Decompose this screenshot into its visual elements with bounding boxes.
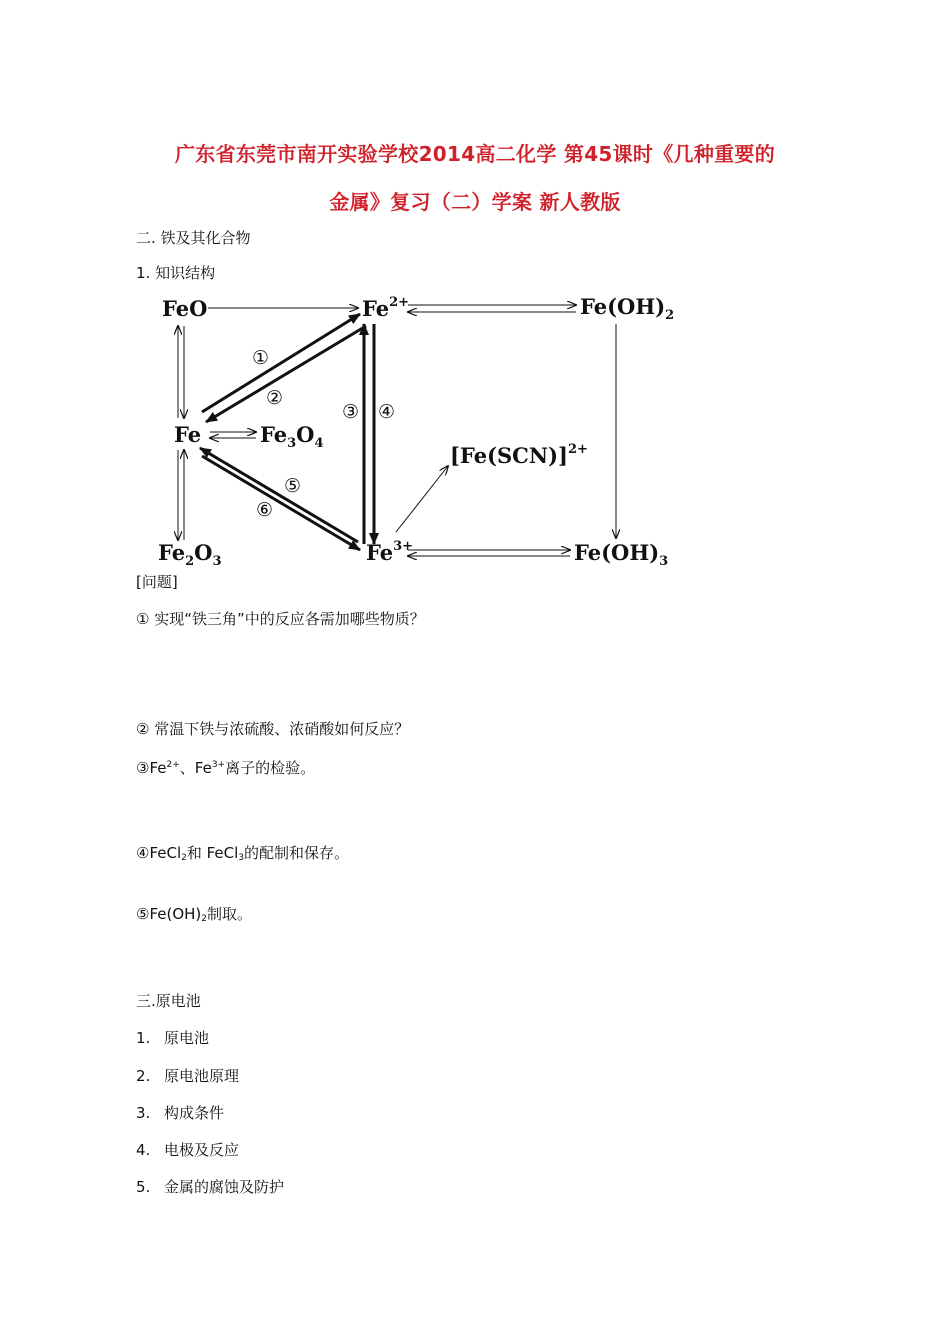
label-fe3-charge: 3+ <box>393 539 414 554</box>
svg-text:Fe(OH)2 <box>580 294 674 323</box>
label-fe2o3-fe: Fe <box>158 540 186 565</box>
arrow-5-fe3-to-fe <box>200 448 358 542</box>
svg-text:Fe3+ <box>366 539 413 565</box>
list-item: 1. 原电池 <box>136 1029 210 1047</box>
label-fe3o4-sub3: 3 <box>287 436 297 451</box>
svg-text:Fe(OH)3 <box>574 540 668 569</box>
label-feoh2: Fe(OH) <box>580 294 666 319</box>
question-3: $③Fe^{2+}$、$Fe^{3+}$离子的检验。 <box>136 759 316 777</box>
question-header: [问题] <box>136 573 178 591</box>
label-fe3o4-o: O <box>296 422 315 447</box>
label-fe2o3-o: O <box>194 540 213 565</box>
reaction-number-4: ④ <box>378 401 396 423</box>
label-feoh2-sub: 2 <box>665 308 675 323</box>
label-fe3o4-sub4: 4 <box>314 436 324 451</box>
svg-text:Fe2+ <box>362 295 409 321</box>
label-fe3o4-fe: Fe <box>260 422 288 447</box>
svg-text:Fe3O4 <box>260 422 324 451</box>
svg-text:[Fe(SCN)]2+ <box>450 442 588 468</box>
section-heading-iron: 二. 铁及其化合物 <box>136 229 251 247</box>
iron-triangle-diagram <box>140 288 680 578</box>
label-fescn: [Fe(SCN)] <box>450 443 568 468</box>
list-item: 4. 电极及反应 <box>136 1141 240 1159</box>
label-fe: Fe <box>174 422 202 447</box>
list-item: 3. 构成条件 <box>136 1104 225 1122</box>
label-feoh3-sub: 3 <box>659 554 669 569</box>
label-fe2o3-sub2: 2 <box>185 554 195 569</box>
label-fe2-charge: 2+ <box>389 295 410 310</box>
document-title-line2: 金属》复习（二）学案 新人教版 <box>329 190 621 214</box>
question-1: ① 实现“铁三角”中的反应各需加哪些物质？ <box>136 610 425 628</box>
label-fe2o3-sub3: 3 <box>212 554 222 569</box>
question-4: ④FeCl$_2$和 FeCl$_3$的配制和保存。 <box>136 844 350 863</box>
label-fe2: Fe <box>362 296 390 321</box>
svg-text:Fe2O3 <box>158 540 222 569</box>
reaction-number-5: ⑤ <box>284 475 302 497</box>
reaction-number-3: ③ <box>342 401 360 423</box>
label-feo: FeO <box>162 296 208 321</box>
label-feoh3: Fe(OH) <box>574 540 660 565</box>
reaction-number-1: ① <box>252 347 270 369</box>
label-fe3: Fe <box>366 540 394 565</box>
section-heading-cell: 三.原电池 <box>136 992 201 1010</box>
arrow-6-fe-to-fe3 <box>202 456 360 550</box>
question-2: ② 常温下铁与浓硫酸、浓硝酸如何反应？ <box>136 720 410 738</box>
subheading-knowledge-structure: 1. 知识结构 <box>136 264 216 282</box>
label-fescn-charge: 2+ <box>567 442 588 457</box>
list-item: 5. 金属的腐蚀及防护 <box>136 1178 285 1196</box>
reaction-number-2: ② <box>266 387 284 409</box>
question-5: $⑤Fe(OH)_2$制取。 <box>136 905 253 924</box>
reaction-number-6: ⑥ <box>256 499 274 521</box>
list-item: 2. 原电池原理 <box>136 1067 240 1085</box>
arrow-fe3-to-fescn <box>396 466 448 532</box>
document-title-line1: 广东省东莞市南开实验学校2014高二化学 第45课时《几种重要的 <box>174 142 776 166</box>
